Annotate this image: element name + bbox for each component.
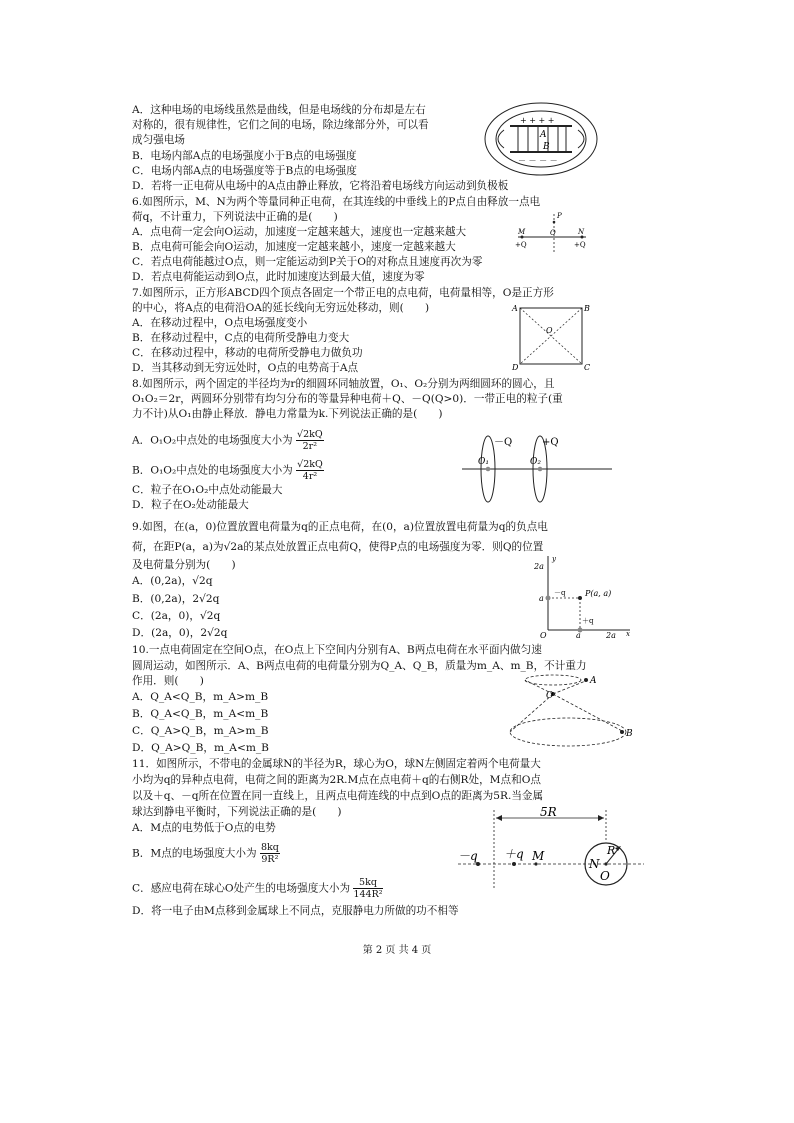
- q8-stem-line2: O₁O₂＝2r，两圆环分别带有均匀分布的等量异种电荷＋Q、－Q(Q>0)．一带正电的粒子(重: [132, 393, 563, 405]
- label-b: B: [543, 142, 550, 152]
- q5-option-a-line2: 对称的，很有规律性，它们之间的电场，除边缘部分外，可以看: [132, 119, 429, 131]
- q9-stem-line3: 及电荷量分别为( ): [132, 559, 236, 571]
- point-p: [578, 596, 582, 600]
- svg-text:N: N: [589, 857, 600, 871]
- q8-option-d: D．粒子在O₂处动能最大: [132, 499, 249, 511]
- square-charges-figure: [510, 302, 592, 372]
- svg-text:M: M: [532, 849, 545, 863]
- q11b-numerator: 8kq: [260, 842, 279, 853]
- svg-text:C: C: [584, 363, 591, 372]
- orbit-a: [525, 675, 581, 685]
- svg-text:N: N: [578, 228, 585, 236]
- svg-text:P: P: [557, 212, 562, 220]
- q5-option-c: C．电场内部A点的电场强度等于B点的电场强度: [132, 165, 357, 177]
- q8-option-c: C．粒子在O₁O₂中点处动能最大: [132, 484, 283, 496]
- svg-text:－Q: －Q: [494, 437, 513, 448]
- q9-option-a: A．(0,2a)，√2q: [132, 575, 213, 587]
- svg-text:R: R: [607, 844, 616, 857]
- svg-text:A: A: [590, 676, 597, 686]
- q6-option-d: D．若点电荷能运动到O点，此时加速度达到最大值，速度为零: [132, 271, 425, 283]
- q10-option-a: A．Q_A<Q_B，m_A>m_B: [132, 691, 269, 703]
- q11b-denominator: 9R²: [261, 854, 279, 865]
- q8-option-a: A．O₁O₂中点处的电场强度大小为 $\frac{√2kQ}{\text{2r²}}$: [132, 429, 323, 452]
- q8a-denominator: 2r²: [302, 441, 318, 452]
- q10-option-c: C．Q_A>Q_B，m_A>m_B: [132, 725, 269, 737]
- svg-text:x: x: [626, 630, 630, 638]
- svg-text:5R: 5R: [540, 806, 557, 819]
- point-p: [553, 221, 556, 224]
- coordinate-figure: [534, 554, 634, 640]
- svg-text:D: D: [512, 363, 519, 372]
- q10-stem-line1: 10.一点电荷固定在空间O点，在O点上下空间内分别有A、B两点电荷在水平面内做匀速: [132, 644, 542, 656]
- q9-option-d: D．(2a，0)，2√2q: [132, 627, 228, 639]
- q11c-denominator: 144R²: [353, 889, 383, 900]
- cone-orbit-figure: [506, 672, 640, 752]
- q9-option-b: B．(0,2a)，2√2q: [132, 593, 220, 605]
- q8-stem-line1: 8.如图所示，两个固定的半径均为r的细圆环同轴放置，O₁、O₂分别为两细圆环的圆心，且: [132, 378, 555, 390]
- q8a-numerator: √2kQ: [297, 429, 323, 440]
- q8-option-b: B．O₁O₂中点处的电场强度大小为 $\frac{√2kQ}{\text{4r²}}$: [132, 459, 323, 482]
- q10-stem-line2: 圆周运动，如图所示．A、B两点电荷的电荷量分别为Q_A、Q_B，质量为m_A、m_B，不计重力: [132, 660, 587, 672]
- q6-option-a: A．点电荷一定会向O运动，加速度一定越来越大，速度也一定越来越大: [132, 226, 467, 238]
- svg-text:B: B: [626, 729, 633, 739]
- svg-text:a: a: [576, 631, 581, 640]
- charge-a: [584, 678, 588, 682]
- q5-option-b: B．电场内部A点的电场强度小于B点的电场强度: [132, 150, 357, 162]
- q7-stem-line2: 的中心，将A点的电荷沿OA的延长线向无穷远处移动，则( ): [132, 302, 430, 314]
- q8b-numerator: √2kQ: [297, 459, 323, 470]
- q11-option-b: B．M点的电场强度大小为 $\frac{8kq}{\text{9R²}}$: [132, 842, 279, 865]
- minus-signs: － － － －: [518, 156, 558, 165]
- q11-option-a: A．M点的电势低于O点的电势: [132, 822, 276, 834]
- q11-stem-line1: 11．如图所示，不带电的金属球N的半径为R，球心为O，球N左侧固定着两个电荷量大: [132, 758, 541, 770]
- label-a: A: [540, 130, 547, 140]
- q11-option-d: D．将一电子由M点移到金属球上不同点，克服静电力所做的功不相等: [132, 905, 459, 917]
- q11-stem-line3: 以及＋q、－q所在位置在同一直线上，且两点电荷连线的中点到O点的距离为5R.当金属: [132, 790, 544, 802]
- rings-figure: [458, 430, 616, 512]
- svg-text:O: O: [546, 326, 553, 335]
- q5-option-d: D．若将一正电荷从电场中的A点由静止释放，它将沿着电场线方向运动到负极板: [132, 180, 509, 192]
- orbit-b: [510, 718, 626, 746]
- svg-text:2a: 2a: [534, 562, 544, 571]
- q6-option-b: B．点电荷可能会向O运动，加速度一定越来越小，速度一定越来越大: [132, 241, 456, 253]
- svg-text:＋q: ＋q: [582, 617, 594, 625]
- q5-option-a-line1: A．这种电场的电场线虽然是曲线，但是电场线的分布却是左右: [132, 104, 426, 116]
- q6-option-c: C．若点电荷能越过O点，则一定能运动到P关于O的对称点且速度再次为零: [132, 256, 483, 268]
- svg-text:O₂: O₂: [530, 457, 541, 467]
- field-line-right-edge: [578, 130, 584, 148]
- capacitor-field-figure: [482, 100, 600, 178]
- svg-text:B: B: [584, 304, 590, 313]
- q11-stem-line4: 球达到静电平衡时，下列说法正确的是( ): [132, 806, 342, 818]
- q6-stem-line2: 荷q，不计重力，下列说法中正确的是( ): [132, 211, 338, 223]
- svg-text:+Q: +Q: [542, 437, 559, 448]
- q8-stem-line3: 力不计)从O₁由静止释放．静电力常量为k.下列说法正确的是( ): [132, 408, 443, 420]
- q9-option-c: C．(2a，0)，√2q: [132, 610, 221, 622]
- svg-text:A: A: [512, 304, 518, 313]
- svg-text:P(a, a): P(a, a): [585, 589, 612, 598]
- q10-option-d: D．Q_A>Q_B，m_A<m_B: [132, 742, 269, 754]
- metal-sphere-figure: [456, 806, 646, 890]
- q7-option-b: B．在移动过程中，C点的电荷所受静电力变大: [132, 332, 350, 344]
- svg-text:O₁: O₁: [478, 457, 489, 467]
- svg-text:M: M: [518, 228, 526, 236]
- q10-stem-line3: 作用．则( ): [132, 675, 204, 687]
- q8b-denominator: 4r²: [302, 471, 318, 482]
- q9-stem-line1: 9.如图，在(a，0)位置放置电荷量为q的正点电荷，在(0，a)位置放置电荷量为q的负点电: [132, 521, 548, 533]
- q11-option-c: C．感应电荷在球心O处产生的电场强度大小为 $\frac{5kq}{\text{144R²}}$: [132, 877, 383, 900]
- q11c-numerator: 5kq: [353, 877, 382, 889]
- svg-text:－q: －q: [554, 589, 566, 597]
- svg-text:O: O: [540, 631, 547, 640]
- svg-text:a: a: [539, 594, 544, 603]
- svg-text:O: O: [550, 229, 556, 237]
- svg-text:O: O: [600, 869, 610, 883]
- q7-option-a: A．在移动过程中，O点电场强度变小: [132, 317, 308, 329]
- svg-text:2a: 2a: [606, 631, 616, 640]
- equal-charges-figure: [512, 208, 592, 256]
- q9-stem-line2: 荷，在距P(a，a)为√2a的某点处放置正点电荷Q，使得P点的电场强度为零．则Q的位置: [132, 541, 544, 553]
- q5-option-a-line3: 成匀强电场: [132, 134, 185, 146]
- svg-text:O: O: [546, 691, 554, 701]
- negative-charge-point: [546, 596, 551, 601]
- field-line-left-edge: [498, 130, 504, 148]
- charge-b: [620, 730, 624, 734]
- q11-stem-line2: 小均为q的异种点电荷，电荷之间的距离为2R.M点在点电荷＋q的右侧R处，M点和O点: [132, 774, 541, 786]
- page-footer: 第 2 页 共 4 页: [362, 945, 432, 956]
- plus-signs: + + + +: [520, 116, 555, 125]
- svg-text:+Q: +Q: [574, 241, 586, 249]
- q7-option-c: C．在移动过程中，移动的电荷所受静电力做负功: [132, 347, 363, 359]
- svg-text:y: y: [552, 555, 556, 563]
- q6-stem-line1: 6.如图所示，M、N为两个等量同种正电荷，在其连线的中垂线上的P点自由释放一点电: [132, 196, 541, 208]
- q7-stem-line1: 7.如图所示，正方形ABCD四个顶点各固定一个带正电的点电荷，电荷量相等，O是正方形: [132, 287, 554, 299]
- q10-option-b: B．Q_A<Q_B，m_A<m_B: [132, 708, 269, 720]
- svg-text:＋q: ＋q: [504, 847, 524, 861]
- svg-text:－q: －q: [458, 849, 478, 863]
- svg-text:+Q: +Q: [515, 241, 527, 249]
- q7-option-d: D．当其移动到无穷远处时，O点的电势高于A点: [132, 362, 359, 374]
